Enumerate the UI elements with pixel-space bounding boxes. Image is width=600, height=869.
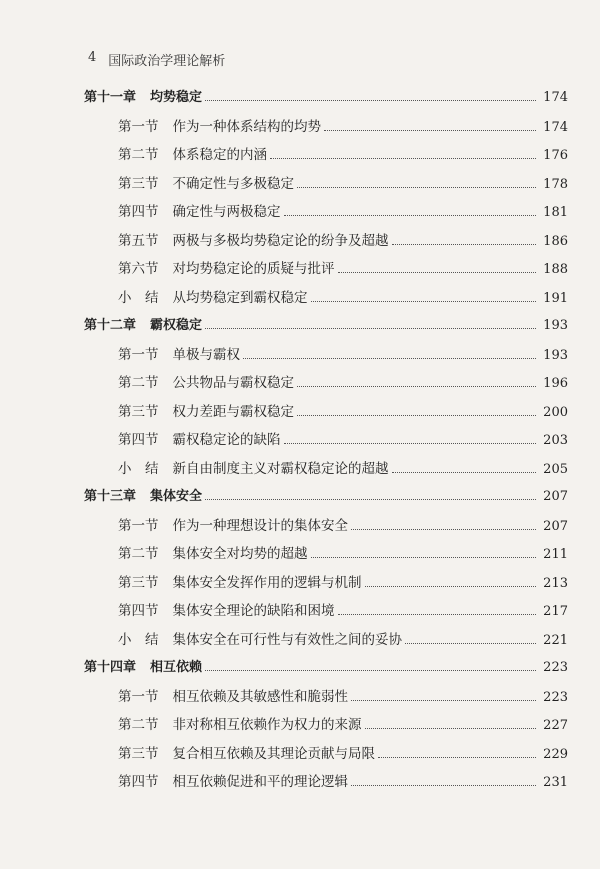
- toc-entry-title: 相互依赖促进和平的理论逻辑: [172, 774, 348, 790]
- dot-leader: [392, 244, 537, 245]
- toc-entry-number: 第六节: [118, 261, 159, 277]
- toc-entry-number: 小 结: [118, 460, 159, 477]
- toc-section-row: [84, 143, 568, 172]
- toc-entry-number: 小 结: [118, 289, 159, 306]
- toc-entry-title: 体系稳定的内涵: [172, 147, 267, 163]
- toc-section-row: [84, 343, 568, 372]
- toc-entry-title: 两极与多极均势稳定论的纷争及超越: [172, 232, 389, 249]
- toc-entry-number: 第四节: [118, 204, 159, 220]
- dot-leader: [351, 700, 536, 701]
- toc-page-number: 207: [543, 518, 568, 534]
- toc-section-row: [84, 172, 568, 201]
- toc-entry-title: 霸权稳定: [150, 318, 203, 333]
- toc-entry-number: 第四节: [118, 603, 159, 619]
- toc-page-number: 174: [543, 119, 568, 135]
- dot-leader: [297, 415, 536, 416]
- dot-leader: [365, 586, 537, 587]
- toc-entry-title: 公共物品与霸权稳定: [172, 375, 294, 391]
- toc-page-number: 178: [543, 176, 568, 192]
- toc-entry-title: 从均势稳定到霸权稳定: [172, 289, 308, 306]
- toc-entry-title: 作为一种理想设计的集体安全: [172, 517, 348, 534]
- toc-section-row: [84, 599, 568, 628]
- toc-entry-number: 第一节: [118, 517, 159, 534]
- toc-page-number: 217: [543, 604, 568, 619]
- toc-section-row: [84, 457, 568, 486]
- toc-chapter-row: [84, 656, 568, 685]
- toc-entry-title: 确定性与两极稳定: [172, 204, 281, 220]
- toc-page-number: 196: [543, 376, 568, 391]
- toc-entry-number: 第二节: [118, 546, 159, 562]
- toc-page-number: 211: [543, 547, 568, 562]
- toc-section-row: [84, 115, 568, 144]
- toc-entry-number: 第二节: [118, 717, 159, 733]
- table-of-contents: [84, 86, 568, 799]
- dot-leader: [405, 643, 536, 644]
- dot-leader: [284, 443, 537, 444]
- dot-leader: [351, 785, 536, 786]
- toc-chapter-row: [84, 314, 568, 343]
- toc-entry-title: 非对称相互依赖作为权力的来源: [172, 717, 362, 733]
- toc-entry-number: 第二节: [118, 147, 159, 163]
- toc-section-row: [84, 628, 568, 657]
- dot-leader: [365, 728, 537, 729]
- toc-page-number: 176: [543, 148, 568, 163]
- toc-entry-title: 权力差距与霸权稳定: [172, 403, 294, 420]
- toc-page-number: 229: [543, 746, 568, 762]
- toc-section-row: [84, 229, 568, 258]
- toc-page-number: 181: [543, 205, 568, 220]
- toc-section-row: [84, 685, 568, 714]
- dot-leader: [311, 301, 537, 302]
- toc-entry-title: 霸权稳定论的缺陷: [172, 432, 281, 448]
- toc-entry-title: 相互依赖及其敏感性和脆弱性: [172, 688, 348, 705]
- toc-entry-number: 第三节: [118, 403, 159, 420]
- toc-entry-number: 第一节: [118, 688, 159, 705]
- toc-section-row: [84, 542, 568, 571]
- toc-entry-number: 第二节: [118, 375, 159, 391]
- dot-leader: [378, 757, 536, 758]
- toc-page-number: 174: [543, 90, 568, 105]
- toc-entry-title: 集体安全发挥作用的逻辑与机制: [172, 574, 362, 591]
- toc-entry-title: 复合相互依赖及其理论贡献与局限: [172, 745, 375, 762]
- toc-section-row: [84, 257, 568, 286]
- book-title: 国际政治学理论解析: [108, 54, 226, 69]
- toc-entry-number: 第一节: [118, 346, 159, 363]
- toc-section-row: [84, 400, 568, 429]
- dot-leader: [311, 557, 537, 558]
- toc-page-number: 203: [543, 433, 568, 448]
- toc-entry-title: 不确定性与多极稳定: [172, 175, 294, 192]
- dot-leader: [338, 614, 537, 615]
- toc-entry-title: 相互依赖: [150, 660, 203, 675]
- toc-entry-number: 第十一章: [84, 90, 137, 105]
- toc-entry-title: 作为一种体系结构的均势: [172, 118, 321, 135]
- toc-section-row: [84, 713, 568, 742]
- toc-page-number: 191: [543, 290, 568, 306]
- toc-page-number: 207: [543, 489, 568, 504]
- toc-section-row: [84, 770, 568, 799]
- dot-leader: [270, 158, 536, 159]
- toc-entry-number: 第四节: [118, 774, 159, 790]
- dot-leader: [284, 215, 537, 216]
- toc-entry-number: 第三节: [118, 574, 159, 591]
- dot-leader: [205, 100, 536, 101]
- toc-section-row: [84, 286, 568, 315]
- toc-page-number: 227: [543, 718, 568, 733]
- dot-leader: [324, 130, 536, 131]
- toc-section-row: [84, 371, 568, 400]
- toc-entry-title: 对均势稳定论的质疑与批评: [172, 261, 335, 277]
- toc-section-row: [84, 571, 568, 600]
- toc-page-number: 213: [543, 575, 568, 591]
- toc-entry-number: 第四节: [118, 432, 159, 448]
- toc-page-number: 223: [543, 660, 568, 675]
- toc-entry-title: 新自由制度主义对霸权稳定论的超越: [172, 460, 389, 477]
- toc-entry-number: 第十四章: [84, 660, 137, 675]
- page-header: [88, 50, 225, 69]
- toc-entry-number: 第三节: [118, 175, 159, 192]
- toc-page-number: 221: [543, 632, 568, 648]
- toc-page-number: 205: [543, 461, 568, 477]
- dot-leader: [297, 386, 536, 387]
- toc-entry-title: 集体安全理论的缺陷和困境: [172, 603, 335, 619]
- toc-chapter-row: [84, 86, 568, 115]
- toc-section-row: [84, 514, 568, 543]
- toc-page-number: 200: [543, 404, 568, 420]
- toc-page-number: 188: [543, 262, 568, 277]
- dot-leader: [392, 472, 537, 473]
- dot-leader: [205, 499, 536, 500]
- dot-leader: [243, 358, 536, 359]
- toc-entry-title: 集体安全在可行性与有效性之间的妥协: [172, 631, 402, 648]
- dot-leader: [351, 529, 536, 530]
- toc-page-number: 223: [543, 689, 568, 705]
- toc-page-number: 231: [543, 775, 568, 790]
- page-number: 4: [88, 50, 97, 65]
- toc-entry-title: 单极与霸权: [172, 346, 240, 363]
- toc-page-number: 193: [543, 347, 568, 363]
- dot-leader: [205, 328, 536, 329]
- dot-leader: [297, 187, 536, 188]
- toc-entry-number: 第十二章: [84, 318, 137, 333]
- toc-chapter-row: [84, 485, 568, 514]
- toc-section-row: [84, 200, 568, 229]
- toc-entry-number: 第三节: [118, 745, 159, 762]
- toc-entry-number: 第五节: [118, 232, 159, 249]
- toc-section-row: [84, 742, 568, 771]
- toc-entry-number: 小 结: [118, 631, 159, 648]
- toc-page-number: 186: [543, 233, 568, 249]
- toc-entry-title: 集体安全对均势的超越: [172, 546, 308, 562]
- toc-page-number: 193: [543, 318, 568, 333]
- dot-leader: [338, 272, 537, 273]
- toc-entry-title: 均势稳定: [150, 90, 203, 105]
- toc-entry-number: 第十三章: [84, 489, 137, 504]
- toc-entry-title: 集体安全: [150, 489, 203, 504]
- toc-entry-number: 第一节: [118, 118, 159, 135]
- dot-leader: [205, 670, 536, 671]
- toc-section-row: [84, 428, 568, 457]
